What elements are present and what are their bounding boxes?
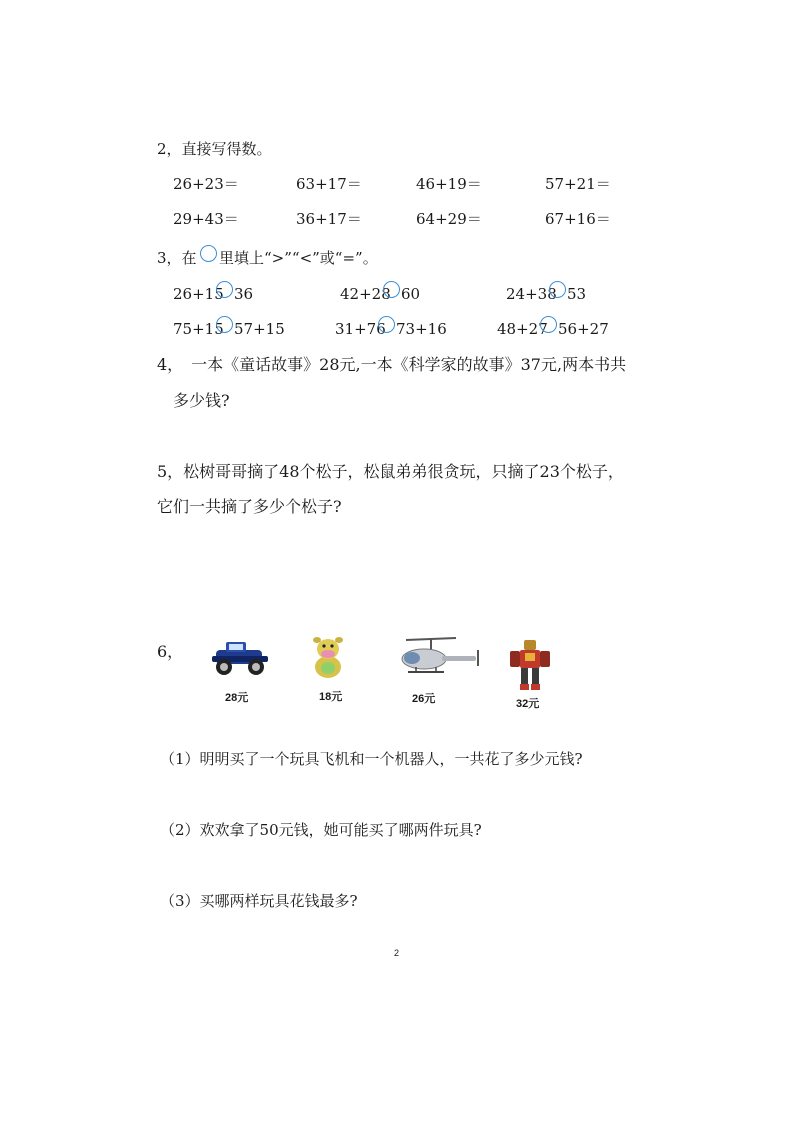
answer-circle-input[interactable] [383, 281, 400, 298]
q6-label: 6， [157, 642, 184, 661]
answer-circle-input[interactable] [216, 316, 233, 333]
q2-item: 57+21＝ [545, 175, 611, 193]
q2-item: 67+16＝ [545, 210, 611, 228]
toy-price: 18元 [319, 691, 343, 703]
q3-left: 42+28 [340, 285, 391, 303]
q6-sub2: （2）欢欢拿了50元钱，她可能买了哪两件玩具? [160, 821, 482, 839]
answer-circle-input[interactable] [216, 281, 233, 298]
q5-line1: 5，松树哥哥摘了48个松子，松鼠弟弟很贪玩，只摘了23个松子， [157, 462, 624, 481]
q2-item: 29+43＝ [173, 210, 239, 228]
q3-left: 75+15 [173, 320, 224, 338]
answer-circle-input[interactable] [378, 316, 395, 333]
q4-line2: 多少钱? [173, 391, 230, 410]
toy-cow-icon [308, 633, 348, 681]
toy-car-icon [208, 638, 272, 678]
q3-right: 57+15 [234, 320, 285, 338]
q5-line2: 它们一共摘了多少个松子? [157, 497, 342, 516]
answer-circle-input[interactable] [549, 281, 566, 298]
q4-line1: 4， 一本《童话故事》28元,一本《科学家的故事》37元,两本书共 [157, 355, 627, 374]
compare-circle-icon [200, 245, 217, 262]
q3-right: 73+16 [396, 320, 447, 338]
toy-price: 26元 [412, 693, 436, 705]
toy-robot-icon [508, 638, 552, 692]
q3-title-b: 里填上“>”“<”或“=”。 [219, 249, 378, 267]
toy-helicopter-icon [386, 634, 486, 680]
q3-left: 31+76 [335, 320, 386, 338]
toy-price: 32元 [516, 698, 540, 710]
answer-circle-input[interactable] [540, 316, 557, 333]
q6-sub3: （3）买哪两样玩具花钱最多? [160, 892, 358, 910]
q2-item: 26+23＝ [173, 175, 239, 193]
q6-sub1: （1）明明买了一个玩具飞机和一个机器人，一共花了多少元钱? [160, 750, 583, 768]
q3-right: 53 [567, 285, 587, 303]
q2-item: 63+17＝ [296, 175, 362, 193]
q3-right: 60 [401, 285, 421, 303]
q3-left: 48+27 [497, 320, 548, 338]
q3-left: 26+15 [173, 285, 224, 303]
page-number: 2 [394, 948, 400, 958]
q2-title: 2，直接写得数。 [157, 140, 272, 158]
q3-right: 36 [234, 285, 254, 303]
q3-right: 56+27 [558, 320, 609, 338]
toy-price: 28元 [225, 692, 249, 704]
q3-left: 24+38 [506, 285, 557, 303]
q3-title-a: 3，在 [157, 249, 197, 267]
q2-item: 46+19＝ [416, 175, 482, 193]
q2-item: 64+29＝ [416, 210, 482, 228]
q2-item: 36+17＝ [296, 210, 362, 228]
